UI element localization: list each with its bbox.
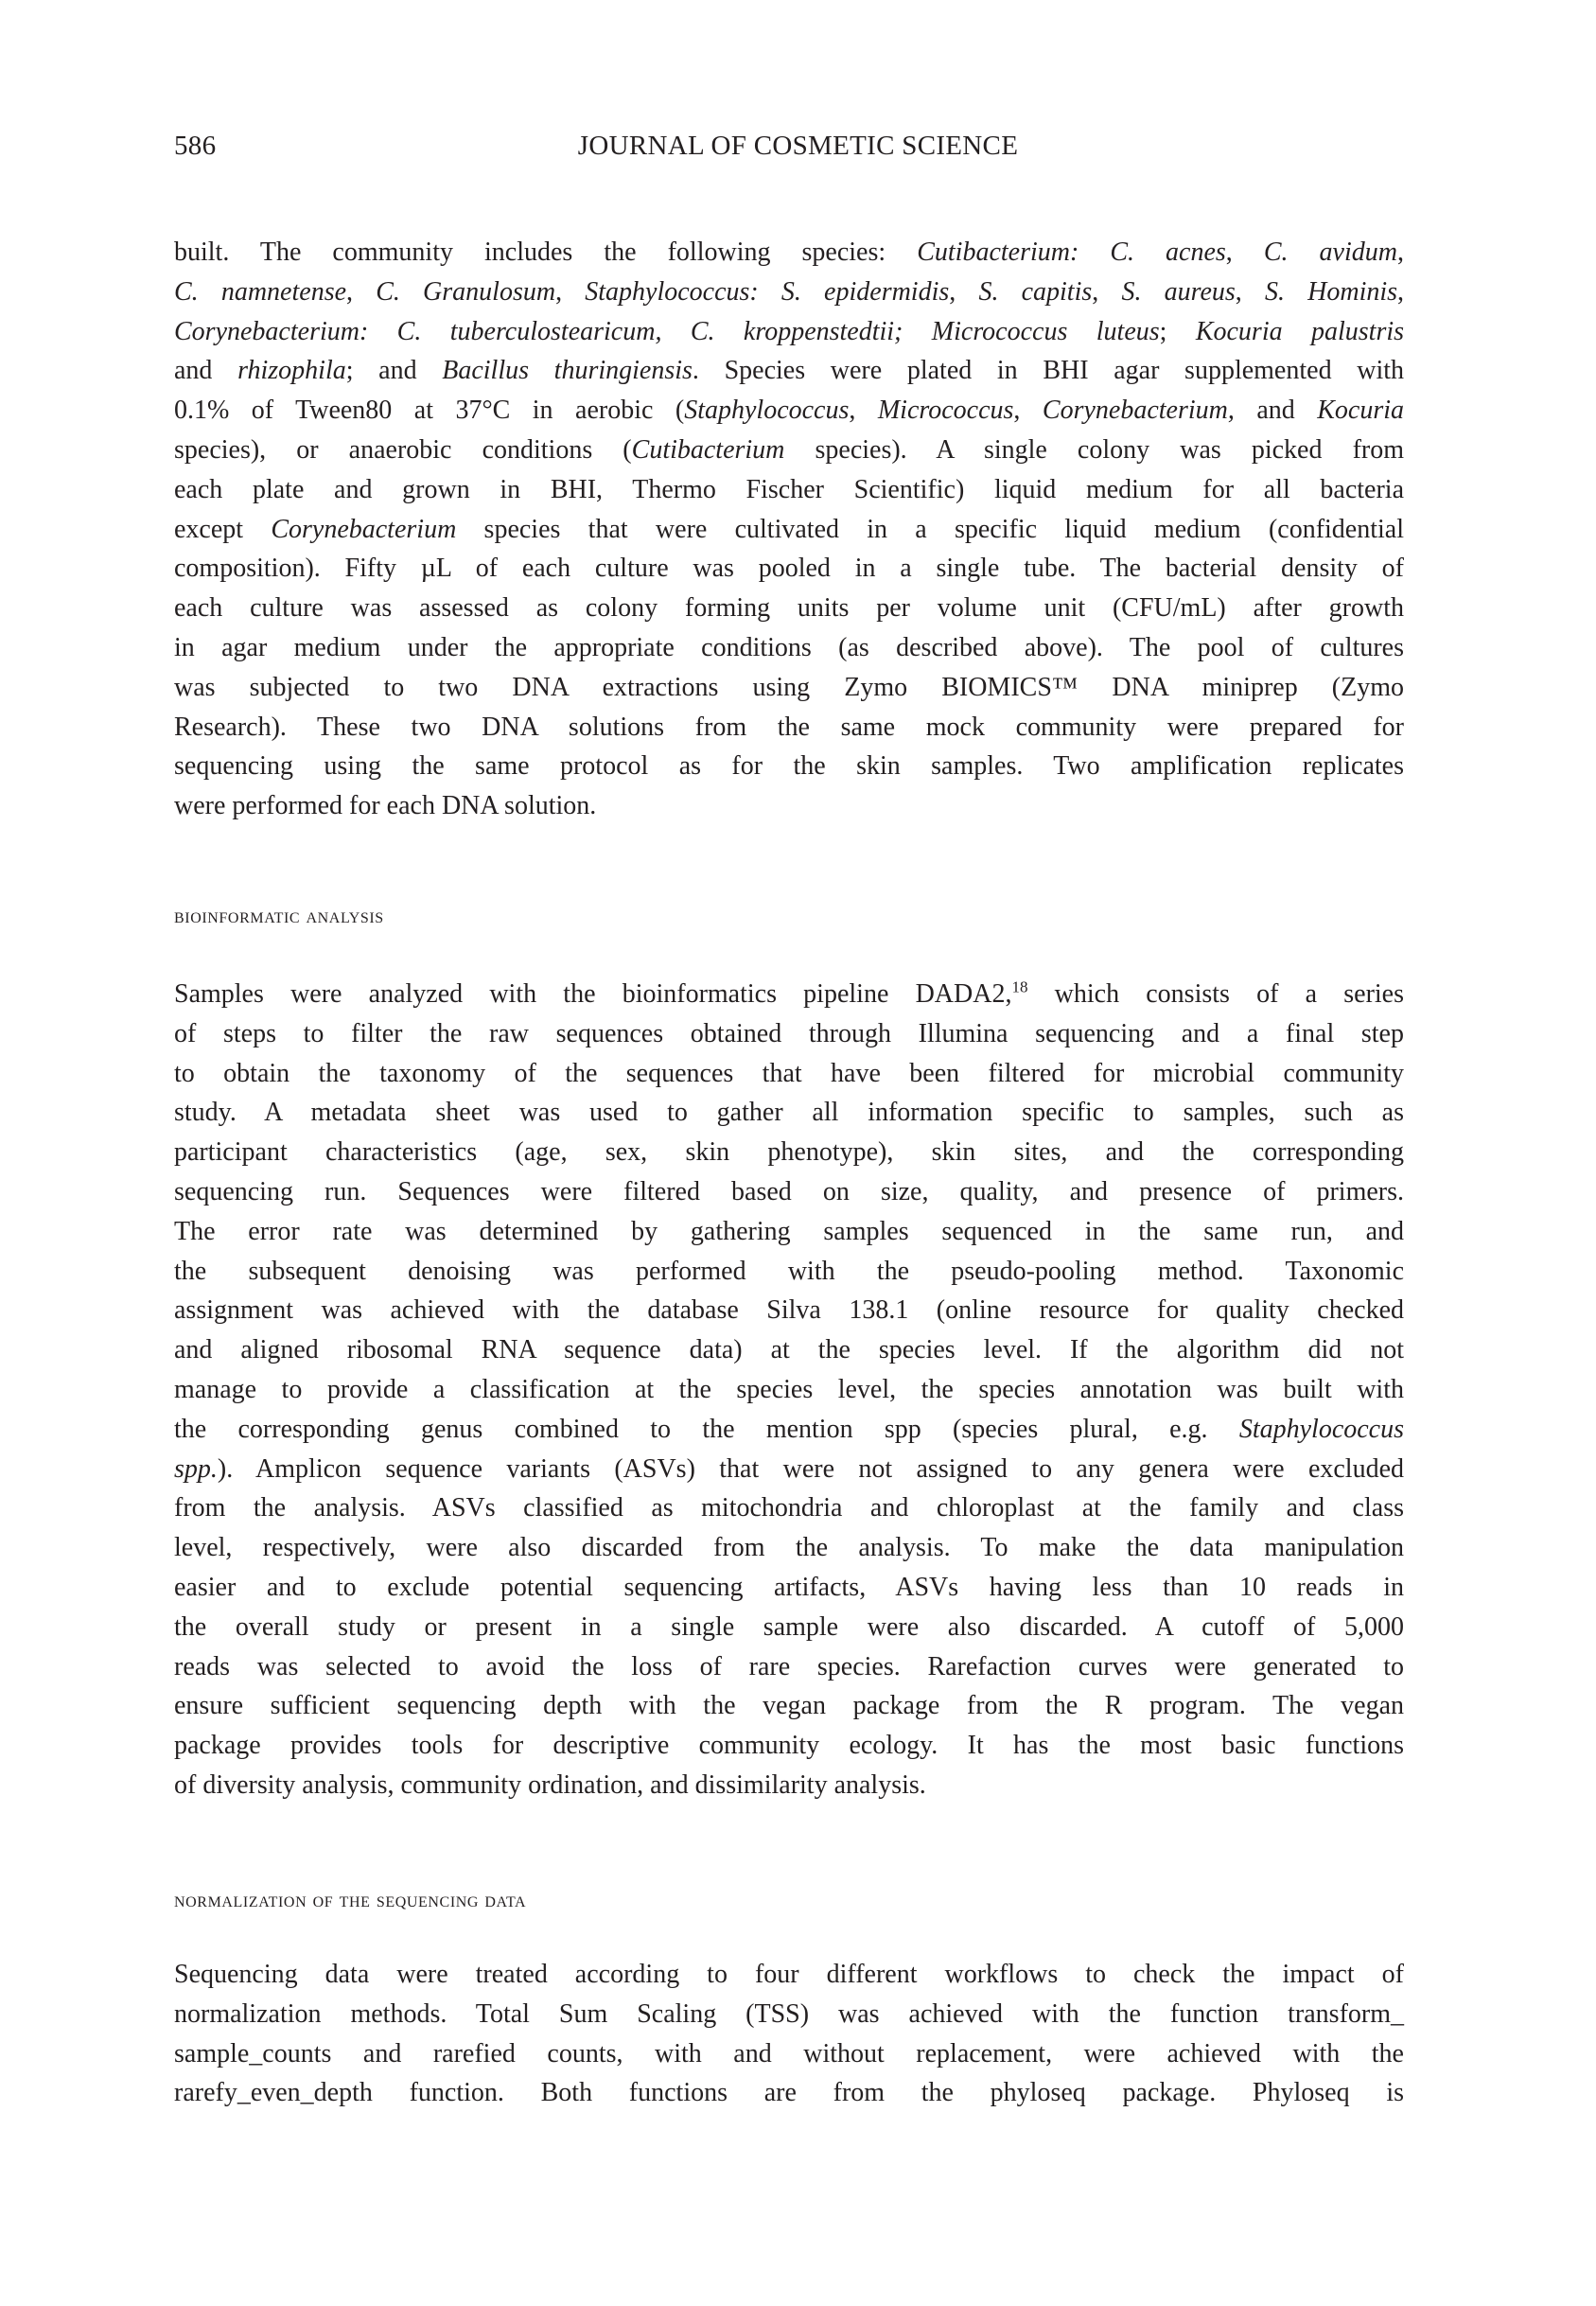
text-line <box>174 1450 1404 1489</box>
text-line <box>174 233 1404 273</box>
text-line <box>174 1766 1404 1805</box>
text-run: 0.1% of Tween80 at 37°C in aerobic ( <box>174 396 685 426</box>
text-run: ). Amplicon sequence variants (ASVs) that were not assigned to any genera were excluded <box>217 1453 1404 1484</box>
section-heading-normalization: normalization of the sequencing data <box>174 1888 527 1911</box>
text-run: and <box>174 356 238 386</box>
text-line <box>174 747 1404 786</box>
text-run: , <box>949 276 979 307</box>
text-run: , <box>849 396 878 426</box>
text-run: , <box>1397 276 1405 307</box>
italic-text: Staphylococcus <box>684 396 850 426</box>
text-run: level, respectively, were also discarded from the analysis. To make the data manipulation <box>174 1533 1404 1563</box>
text-line <box>174 351 1404 391</box>
text-line <box>174 1330 1404 1370</box>
text-line <box>174 549 1404 589</box>
text-run: sequencing using the same protocol as for the skin samples. Two amplification replicates <box>174 751 1404 782</box>
text-run: sample_counts and rarefied counts, with and without replacement, were achieved with the <box>174 2038 1404 2068</box>
text-run: ; <box>1159 316 1196 346</box>
paragraph-normalization <box>174 1955 1404 2113</box>
text-run: rarefy_even_depth function. Both functions are from the phyloseq package. Phyloseq is <box>174 2078 1404 2108</box>
text-run <box>903 317 931 346</box>
text-line <box>174 312 1404 352</box>
italic-text: Cutibacterium: C. acnes <box>917 238 1226 267</box>
text-line <box>174 1370 1404 1410</box>
text-line <box>174 510 1404 550</box>
text-line <box>174 1528 1404 1568</box>
italic-text: rhizophila <box>237 356 346 386</box>
text-run: reads was selected to avoid the loss of rare species. Rarefaction curves were generated to <box>174 1651 1404 1681</box>
text-run: sequencing run. Sequences were filtered based on size, quality, and presence of primers. <box>174 1176 1404 1206</box>
citation-superscript: 18 <box>1011 977 1028 996</box>
text-run: assignment was achieved with the database Silva 138.1 (online resource for quality checked <box>174 1295 1404 1326</box>
text-line <box>174 1568 1404 1608</box>
section-heading-bioinformatic-analysis: bioinformatic analysis <box>174 904 384 927</box>
text-run: easier and to exclude potential sequencing artifacts, ASVs having less than 10 reads in <box>174 1572 1404 1602</box>
text-line <box>174 1133 1404 1172</box>
text-run: , <box>1092 276 1122 307</box>
text-line <box>174 1410 1404 1450</box>
text-run: the corresponding genus combined to the mention spp (species plural, e.g. <box>174 1414 1239 1444</box>
text-run: , <box>1235 276 1265 307</box>
text-run: Samples were analyzed with the bioinformatics pipeline DADA2, <box>174 979 1012 1009</box>
italic-text: C. avidum <box>1263 238 1397 267</box>
text-run: normalization methods. Total Sum Scaling (TSS) was achieved with the function transform_ <box>174 1998 1404 2029</box>
paragraph-bioinformatic-analysis <box>174 975 1404 1805</box>
text-line <box>174 1014 1404 1054</box>
italic-text: Kocuria palustris <box>1195 316 1405 346</box>
italic-text: C. namnetense <box>174 276 347 307</box>
page-number: 586 <box>174 131 217 161</box>
text-line <box>174 1995 1404 2034</box>
text-run: and aligned ribosomal RNA sequence data) at the species level. If the algorithm did not <box>174 1335 1404 1365</box>
text-line <box>174 470 1404 510</box>
text-line <box>174 2034 1404 2074</box>
text-line <box>174 1252 1404 1292</box>
text-run: of steps to filter the raw sequences obtained through Illumina sequencing and a final step <box>174 1018 1404 1048</box>
text-run: were performed for each DNA solution. <box>174 791 597 821</box>
text-run: , <box>1013 396 1043 426</box>
italic-text: Staphylococcus: S. epidermidis <box>585 276 950 307</box>
text-run: the subsequent denoising was performed with the pseudo-pooling method. Taxonomic <box>174 1256 1404 1286</box>
text-line <box>174 1054 1404 1094</box>
text-run: each culture was assessed as colony forming units per volume unit (CFU/mL) after growth <box>174 593 1404 624</box>
italic-text: Staphylococcus <box>1238 1414 1404 1444</box>
text-line <box>174 589 1404 628</box>
text-run: ; and <box>345 356 443 386</box>
italic-text: S. capitis <box>978 276 1093 307</box>
text-run: . Species were plated in BHI agar supplemented with <box>692 356 1405 386</box>
text-line <box>174 1172 1404 1212</box>
text-run: from the analysis. ASVs classified as mitochondria and chloroplast at the family and class <box>174 1493 1404 1523</box>
italic-text: S. aureus <box>1121 276 1236 307</box>
italic-text: Bacillus thuringiensis <box>442 356 693 386</box>
text-run: of diversity analysis, community ordination, and dissimilarity analysis. <box>174 1769 926 1800</box>
italic-text: Corynebacterium, <box>1042 396 1235 426</box>
text-run: which consists of a series <box>1027 979 1404 1009</box>
text-run: Research). These two DNA solutions from the same mock community were prepared for <box>174 712 1404 742</box>
text-line <box>174 273 1404 312</box>
text-run: was subjected to two DNA extractions using Zymo BIOMICS™ DNA miniprep (Zymo <box>174 672 1404 702</box>
text-run: , <box>1396 238 1404 267</box>
italic-text: Micrococcus <box>877 396 1014 426</box>
text-line <box>174 1212 1404 1252</box>
text-run: , <box>555 276 586 307</box>
italic-text: S. Hominis <box>1264 276 1398 307</box>
text-run: to obtain the taxonomy of the sequences that have been filtered for microbial community <box>174 1058 1404 1088</box>
text-line <box>174 628 1404 668</box>
italic-text: Cutibacterium <box>631 434 785 465</box>
italic-text: spp. <box>174 1453 218 1484</box>
text-line <box>174 1488 1404 1528</box>
text-run: ensure sufficient sequencing depth with the vegan package from the R program. The vegan <box>174 1691 1404 1721</box>
text-run: in agar medium under the appropriate conditions (as described above). The pool of cultures <box>174 632 1404 662</box>
text-line <box>174 2073 1404 2113</box>
text-line <box>174 668 1404 708</box>
text-line <box>174 391 1404 431</box>
text-line <box>174 786 1404 826</box>
text-line <box>174 431 1404 470</box>
italic-text: Micrococcus luteus <box>931 316 1160 346</box>
italic-text: Corynebacterium <box>271 514 457 544</box>
text-run: and <box>1234 396 1318 426</box>
text-run: study. A metadata sheet was used to gather all information specific to samples, such as <box>174 1098 1404 1128</box>
text-run: manage to provide a classification at the species level, the species annotation was built with <box>174 1374 1404 1404</box>
running-title: JOURNAL OF COSMETIC SCIENCE <box>577 131 1019 161</box>
text-line <box>174 1955 1404 1995</box>
text-run: composition). Fifty µL of each culture was pooled in a single tube. The bacterial density of <box>174 554 1404 584</box>
text-run: The error rate was determined by gathering samples sequenced in the same run, and <box>174 1216 1404 1246</box>
text-run: species), or anaerobic conditions ( <box>174 434 632 465</box>
text-line <box>174 1686 1404 1726</box>
text-line <box>174 708 1404 748</box>
italic-text: Kocuria <box>1317 396 1405 426</box>
text-run: except <box>174 514 272 544</box>
text-run: Sequencing data were treated according to four different workflows to check the impact of <box>174 1960 1404 1989</box>
text-run: the overall study or present in a single sample were also discarded. A cutoff of 5,000 <box>174 1611 1404 1642</box>
text-run: species that were cultivated in a specific liquid medium (confidential <box>456 514 1404 544</box>
text-run: package provides tools for descriptive community ecology. It has the most basic functions <box>174 1731 1404 1761</box>
text-line <box>174 1291 1404 1330</box>
text-run: participant characteristics (age, sex, skin phenotype), skin sites, and the corresponding <box>174 1137 1404 1168</box>
text-line <box>174 1726 1404 1766</box>
italic-text: Corynebacterium: C. tuberculostearicum, C. kroppenstedtii; <box>174 316 903 346</box>
text-line <box>174 975 1404 1014</box>
text-line <box>174 1093 1404 1133</box>
text-run: species). A single colony was picked from <box>784 434 1404 465</box>
text-run: each plate and grown in BHI, Thermo Fischer Scientific) liquid medium for all bacteria <box>174 474 1404 504</box>
italic-text: C. Granulosum <box>376 276 556 307</box>
text-run: , <box>1225 238 1264 267</box>
text-run: , <box>346 276 377 307</box>
paragraph-mock-community <box>174 233 1404 826</box>
text-run: built. The community includes the following species: <box>174 238 918 267</box>
text-line <box>174 1608 1404 1647</box>
text-line <box>174 1647 1404 1687</box>
